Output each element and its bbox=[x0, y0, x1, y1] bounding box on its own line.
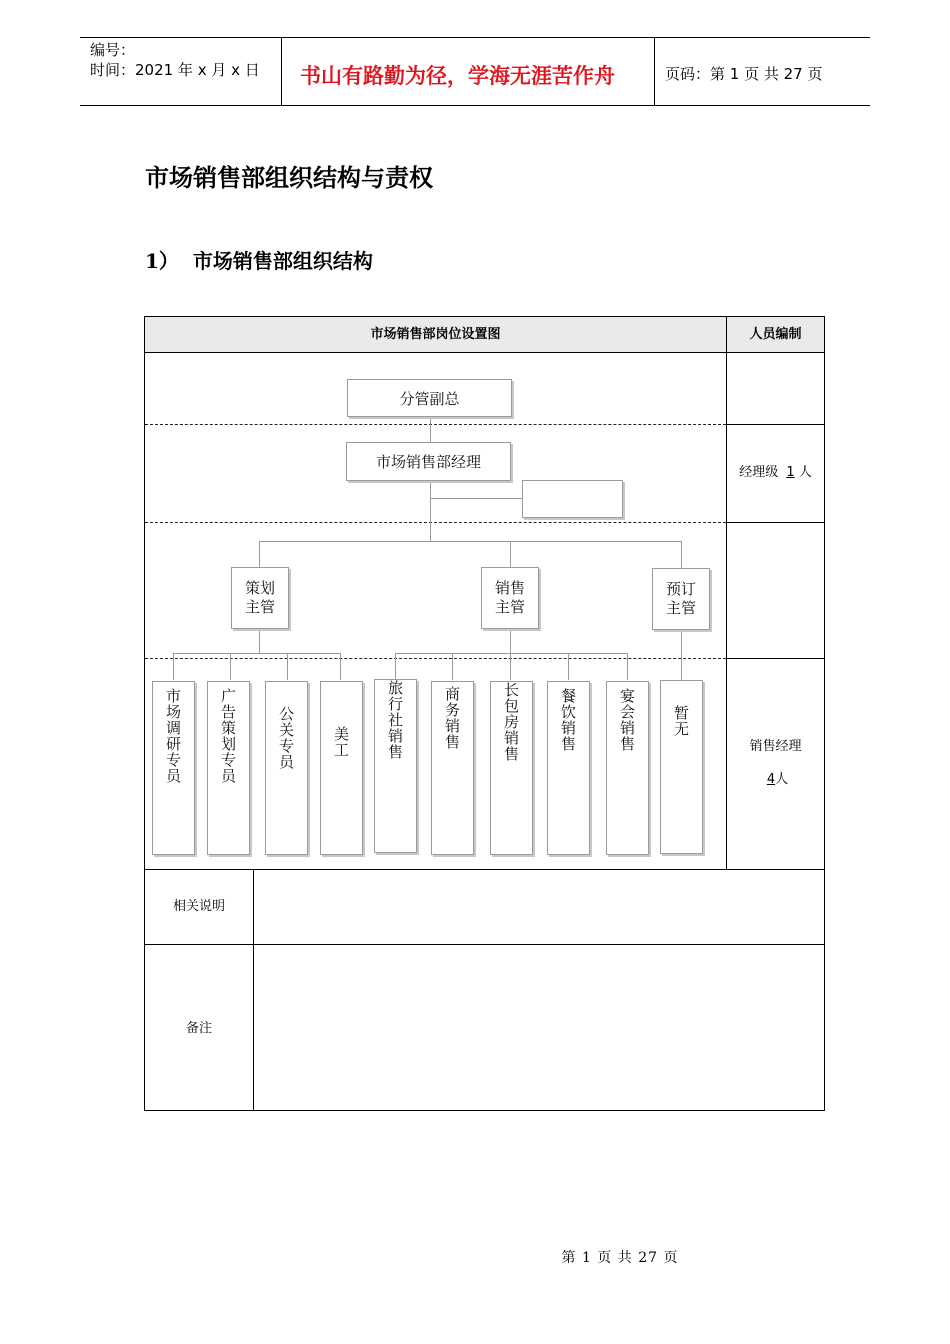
org-box-catering-sales bbox=[547, 681, 590, 855]
org-box-planning-supervisor: 策划 主管 bbox=[231, 567, 289, 629]
org-box-ad-planning bbox=[207, 681, 250, 855]
staff-label: 市场调研专员 bbox=[164, 688, 182, 784]
level-separator bbox=[145, 424, 726, 425]
connector-line bbox=[173, 653, 340, 654]
sales-staffing bbox=[727, 768, 824, 787]
connector-line bbox=[510, 629, 511, 653]
org-box-market-research bbox=[152, 681, 195, 855]
staff-label: 商务销售 bbox=[443, 686, 461, 750]
staffing-row-divider bbox=[726, 522, 824, 523]
connector-line bbox=[568, 653, 569, 680]
connector-line bbox=[259, 541, 260, 568]
org-box-sales-supervisor: 销售 主管 bbox=[481, 567, 539, 629]
org-box-blank bbox=[522, 480, 623, 518]
staff-label: 广告策划专员 bbox=[219, 688, 237, 784]
connector-line bbox=[259, 541, 682, 542]
manager-staffing-count: 1 bbox=[786, 465, 795, 480]
staff-label: 暂无 bbox=[672, 705, 690, 737]
staff-label: 旅行社销售 bbox=[386, 680, 404, 760]
manager-staffing-suffix: 人 bbox=[798, 465, 812, 480]
connector-line bbox=[430, 416, 431, 443]
chart-header: 市场销售部岗位设置图 bbox=[370, 327, 501, 342]
connector-line bbox=[395, 653, 628, 654]
remarks-label: 备注 bbox=[185, 1021, 212, 1036]
org-box-travel-agency-sales bbox=[374, 679, 417, 853]
manager-staffing-prefix: 经理级 bbox=[739, 465, 779, 480]
sales-staffing-count: 4 bbox=[766, 772, 776, 787]
staffing-row-divider bbox=[726, 658, 824, 659]
sales-staffing-label: 销售经理 bbox=[749, 739, 802, 754]
staffing-header: 人员编制 bbox=[749, 327, 802, 342]
table-border bbox=[144, 316, 825, 317]
connector-line bbox=[430, 480, 431, 541]
table-column-divider bbox=[253, 869, 254, 1110]
document-date: 时间：2021 年 x 月 x 日 bbox=[90, 61, 260, 79]
org-box-public-relations bbox=[265, 681, 308, 855]
connector-line bbox=[173, 653, 174, 680]
section-title: 1） 市场销售部组织结构 bbox=[145, 249, 373, 273]
connector-line bbox=[287, 653, 288, 680]
manager-staffing bbox=[727, 461, 824, 480]
table-border bbox=[144, 316, 145, 1111]
table-border bbox=[144, 869, 825, 870]
org-box-vice-president: 分管副总 bbox=[347, 379, 512, 417]
header-page-info: 页码：第 1 页 共 27 页 bbox=[665, 65, 823, 83]
org-box-banquet-sales bbox=[606, 681, 649, 855]
connector-line bbox=[230, 653, 231, 680]
notes-label: 相关说明 bbox=[172, 899, 225, 914]
header-divider bbox=[654, 37, 655, 105]
connector-line bbox=[510, 541, 511, 568]
org-box-sales-manager: 市场销售部经理 bbox=[346, 442, 511, 481]
table-border bbox=[144, 944, 825, 945]
staff-label: 宴会销售 bbox=[618, 688, 636, 752]
org-box-reservations-supervisor: 预订 主管 bbox=[652, 568, 710, 630]
header-top-rule bbox=[80, 37, 870, 38]
org-box-business-sales bbox=[431, 681, 474, 855]
header-divider bbox=[281, 37, 282, 105]
connector-line bbox=[395, 653, 396, 680]
staff-label: 公关专员 bbox=[277, 706, 295, 770]
connector-line bbox=[681, 630, 682, 680]
level-separator bbox=[145, 658, 726, 659]
page-footer: 第 1 页 共 27 页 bbox=[561, 1250, 679, 1266]
connector-line bbox=[340, 653, 341, 680]
table-border bbox=[144, 352, 825, 353]
connector-line bbox=[430, 498, 522, 499]
level-separator bbox=[145, 522, 726, 523]
connector-line bbox=[627, 653, 628, 680]
table-border bbox=[824, 316, 825, 1111]
org-box-designer bbox=[320, 681, 363, 855]
connector-line bbox=[259, 629, 260, 653]
header-motto: 书山有路勤为径，学海无涯苦作舟 bbox=[300, 63, 615, 88]
document-title: 市场销售部组织结构与责权 bbox=[145, 163, 433, 192]
org-box-none bbox=[660, 680, 703, 854]
staff-label: 餐饮销售 bbox=[559, 688, 577, 752]
header-bottom-rule bbox=[80, 105, 870, 106]
connector-line bbox=[510, 653, 511, 680]
document-number-label: 编号： bbox=[90, 41, 136, 59]
org-box-long-stay-sales bbox=[490, 681, 533, 855]
staff-label: 美工 bbox=[332, 726, 350, 758]
table-border bbox=[144, 1110, 825, 1111]
connector-line bbox=[452, 653, 453, 680]
staffing-row-divider bbox=[726, 424, 824, 425]
staff-label: 长包房销售 bbox=[502, 682, 520, 762]
connector-line bbox=[681, 541, 682, 568]
sales-staffing-suffix: 人 bbox=[775, 772, 789, 787]
